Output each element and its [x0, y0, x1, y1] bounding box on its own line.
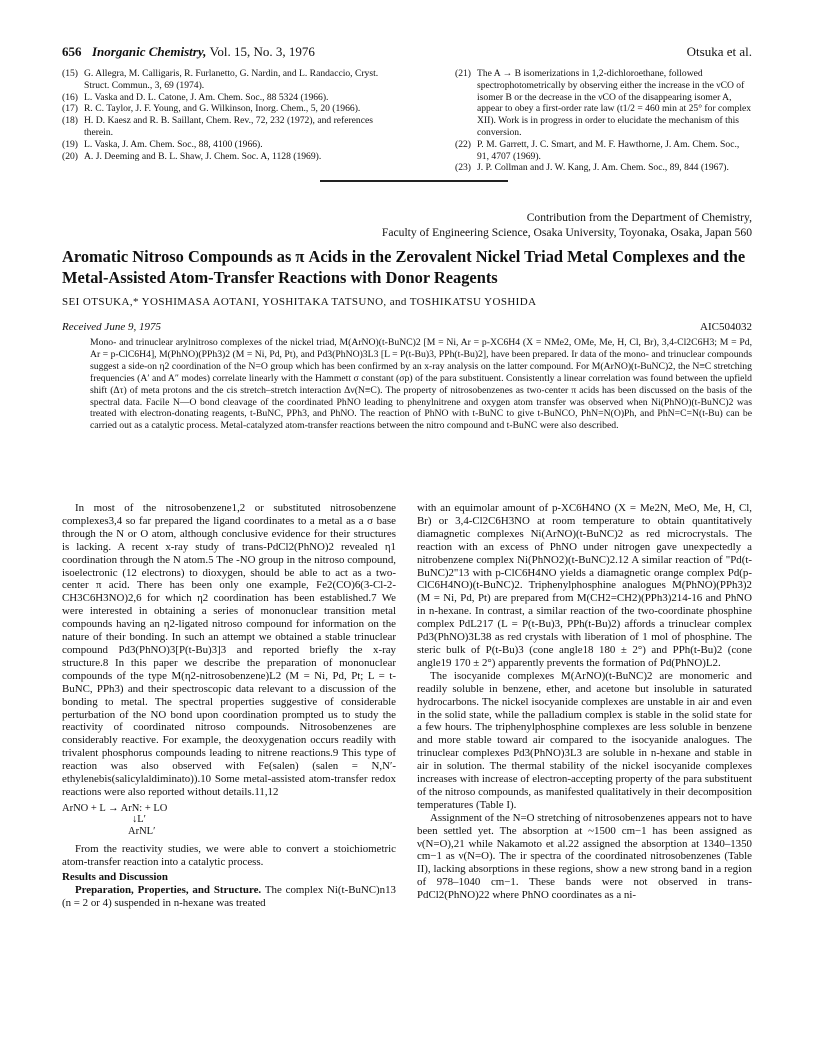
contribution-line: Contribution from the Department of Chemistry, — [526, 211, 752, 224]
reference-number: (17) — [62, 103, 78, 115]
runin-heading: Preparation, Properties, and Structure. — [75, 884, 262, 897]
received-date: Received June 9, 1975 — [62, 321, 161, 333]
reference-item — [62, 151, 397, 163]
reference-text: J. P. Collman and J. W. Kang, J. Am. Chem. Soc., 89, 844 (1967). — [477, 162, 729, 174]
reference-number: (22) — [455, 138, 471, 150]
journal-name — [92, 44, 315, 60]
body-paragraph: From the reactivity studies, we were able to convert a stoichiometric atom-transfer reaction into a catalytic process. — [62, 843, 396, 869]
page-number: 656 — [62, 44, 82, 59]
reference-number: (21) — [455, 68, 471, 79]
reference-item — [62, 68, 397, 92]
reference-text: L. Vaska, J. Am. Chem. Soc., 88, 4100 (1966). — [84, 138, 263, 150]
reference-item — [455, 68, 753, 139]
reference-item — [455, 162, 753, 174]
reference-item — [62, 115, 397, 139]
reference-number: (20) — [62, 150, 78, 162]
reference-number: (18) — [62, 115, 78, 127]
body-left-column — [62, 502, 396, 910]
body-paragraph: The isocyanide complexes M(ArNO)(t-BuNC)2 are monomeric and readily soluble in benzene, ether, and acetone but insoluble in saturated hydrocarbons. The nickel isocyanide complexes are unstable in air and even in the solid state, while the palladium complex is stable in the solid state for a few hours. The triphenylphosphine complexes are less soluble in benzene and more stable toward air compared to the isocyanide analogues. The trinuclear complexes Pd3(PhNO)3L3 are soluble in n-hexane and stable in air in solution. The thermal stability of the nickel isocyanide complexes increases with increase of electron-accepting property of the para substituent of the nitroso compounds, as manifested qualitatively in their decomposition temperatures (Table I). — [417, 669, 752, 811]
body-paragraph: In most of the nitrosobenzene1,2 or substituted nitrosobenzene complexes3,4 so far prepared the ligand coordinates to a metal as a σ base through the N or O atom, although conclusive evidence for their structures is lacking. A recent x-ray study of trans-PdCl2(PhNO)2 revealed η1 coordination through the N atom.5 The -NO group in the nitroso compound, isoelectronic (12 electrons) to dioxygen, should be able to act as a two-center π acid. There has been only one example, Fe2(CO)6(3-Cl-2-CH3C6H3NO)2,6 for which η2 coordination has been established.7 We were interested in obtaining a series of mononuclear transition metal compounds having an η2-ligated nitroso compound for information on the nature of their bonding. In such an attempt we obtained a stable trinuclear compound Pd3(PhNO)3[P(t-Bu)3]3 and reported briefly the x-ray structure.8 In this paper we describe the preparation of mononuclear compounds of the type M(η2-nitrosobenzene)L2 (M = Ni, Pd, Pt; L = t-BuNC, PPh3) and their spectroscopic data relevant to a discussion of the bonding to metal. The spectral properties suggestive of considerable perturbation of the NO bond upon coordination prompted us to study the reactivity of coordinated nitroso compounds. Nitrosobenzenes are considerably reactive. For example, the deoxygenation occurs readily with trivalent phosphorus compounds leading to nitrene reactions.9 This type of reaction was also observed with Fe(salen) (salen = N,N′-ethylenebis(salicylaldiminato)).10 Some metal-assisted atom-transfer redox reactions were also reported without details.11,12 — [62, 502, 396, 798]
page-header — [62, 44, 752, 64]
reference-text: H. D. Kaesz and R. B. Saillant, Chem. Rev., 72, 232 (1972), and references therein. — [84, 115, 373, 138]
contribution-affiliation — [232, 211, 752, 240]
journal-title: Inorganic Chemistry, — [92, 44, 207, 59]
reference-text: R. C. Taylor, J. F. Young, and G. Wilkinson, Inorg. Chem., 5, 20 (1966). — [84, 103, 361, 115]
accession-code: AIC504032 — [700, 321, 752, 333]
scheme-line: ArNO + L → ArN: + LO — [62, 802, 168, 814]
article-authors: SEI OTSUKA,* YOSHIMASA AOTANI, YOSHITAKA TATSUNO, and TOSHIKATSU YOSHIDA — [62, 296, 537, 308]
journal-volume: Vol. 15, No. 3, 1976 — [209, 44, 315, 59]
reference-number: (19) — [62, 138, 78, 150]
reference-text: G. Allegra, M. Calligaris, R. Furlanetto, G. Nardin, and L. Randaccio, Cryst. Struct. Commun., 3, 69 (1974). — [84, 68, 379, 91]
section-heading: Results and Discussion — [62, 871, 168, 884]
reference-number: (16) — [62, 91, 78, 103]
reference-item — [62, 139, 397, 151]
body-paragraph: Assignment of the N=O stretching of nitrosobenzenes appears not to have been settled yet. The absorption at ~1500 cm−1 has been assigned as ν(N=O),21 while Nakamoto et al.22 assigned the absorption at 1340–1350 cm−1 as ν(N=O). The ir spectra of the coordinated nitrosobenzenes (Table II), lacking absorptions in these regions, show a new strong band in a region of 978–1040 cm−1. These bands were not observed in trans-PdCl2(PhNO)22 where PhNO coordinates as a ni- — [417, 811, 752, 902]
reference-item — [62, 103, 397, 115]
reference-item — [62, 92, 397, 104]
references-left-column — [62, 68, 397, 162]
running-authors: Otsuka et al. — [686, 44, 752, 59]
reference-number: (15) — [62, 68, 78, 79]
reference-text: P. M. Garrett, J. C. Smart, and M. F. Hawthorne, J. Am. Chem. Soc., 91, 4707 (1969). — [477, 138, 740, 162]
body-paragraph: with an equimolar amount of p-XC6H4NO (X = Me2N, MeO, Me, H, Cl, Br) or 3,4-Cl2C6H3NO at room temperature to obtain quantitatively diamagnetic complexes Ni(ArNO)(t-BuNC)2 as red microcrystals. The reaction with an excess of PhNO under nitrogen gave unexpectedly a nitrobenzene complex Ni(PhNO2)(t-BuNC)2.12 A similar reaction of "Pd(t-BuNC)2"13 with p-ClC6H4NO yields a diamagnetic orange complex Pd(p-ClC6H4NO)(t-BuNC)2. Triphenylphosphine analogues M(PhNO)(PPh3)2 (M = Ni, Pd, Pt) are prepared from M(CH2=CH2)(PPh3)214-16 and PhNO in n-hexane. In contrast, a similar reaction of the two-coordinate phosphine complex PdL217 (L = P(t-Bu)3, PPh(t-Bu)2) affords a trinuclear complex Pd3(PhNO)3L38 as red crystals with liberation of 1 mol of phosphine. The steric bulk of P(t-Bu)3 (cone angle18 180 ± 2°) and PPh(t-Bu)2 (cone angle19 170 ± 2°) apparently prevents the formation of Pd(PhNO)L2. — [417, 502, 752, 669]
affiliation-line: Faculty of Engineering Science, Osaka University, Toyonaka, Osaka, Japan 560 — [381, 225, 752, 239]
scheme-line: ArNL′ — [128, 825, 156, 837]
body-text: The complex Ni(t-BuNC)n13 (n = 2 or 4) suspended in n-hexane was treated — [62, 884, 396, 909]
body-right-column — [417, 502, 752, 902]
body-paragraph — [62, 884, 396, 910]
abstract: Mono- and trinuclear arylnitroso complexes of the nickel triad, M(ArNO)(t-BuNC)2 [M = Ni, Ar = p-XC6H4 (X = NMe2, OMe, Me, H, Cl, Br), 3,4-Cl2C6H3; M = Pd, Ar = p-ClC6H4], M(PhNO)(PPh3)2 (M = Ni, Pd, Pt), and Pd3(PhNO)3L3 [L = P(t-Bu)3, PPh(t-Bu)2], have been prepared. Ir data of the mono- and trinuclear compounds suggest a side-on η2 coordination of the N=O group which has been confirmed by an x-ray analysis on the latter compound. For M(ArNO)(t-BuNC)2, the N≡C stretching frequencies (A′ and A″ modes) correlate linearly with the Hammett σ constant (σp) of the para substituent. Consistently a linear correlation was found between the upfield shift (Δτ) of meta protons and the cis stretch–stretch interaction Δν(N≡C). The property of nitrosobenzenes as two-center π acids has been discussed on the basis of the spectral data. Facile N—O bond cleavage of the coordinated PhNO leading to phenylnitrene and oxygen atom transfer was observed when Ni(PhNO)(t-BuNC)2 was treated with electron-donating reagents, t-BuNC, PPh3, and PhNO. The reaction of PhNO with t-BuNC to give t-BuNCO, PhN=N(O)Ph, and PhN=C=N(t-Bu) can be carried out as a catalytic process. Metal-catalyzed atom-transfer reactions between the nitro compound and t-BuNC were also described. — [90, 337, 752, 432]
article-title: Aromatic Nitroso Compounds as π Acids in the Zerovalent Nickel Triad Metal Complexes and the Metal-Assisted Atom-Transfer Reactions with Donor Reagents — [62, 247, 746, 287]
section-divider — [320, 180, 508, 182]
scheme-line: ↓L′ — [132, 814, 146, 826]
reaction-scheme — [62, 803, 396, 838]
reference-item — [455, 139, 753, 163]
reference-number: (23) — [455, 162, 471, 174]
reference-text: The A → B isomerizations in 1,2-dichloroethane, followed spectrophotometrically by observing either the increase in the νCO of isomer B or the decrease in the νCO of the disappearing isomer A, appear to obey a first-order rate law (t1/2 = 460 min at 25° for complex XII). Work is in progress in order to elucidate the mechanism of this conversion. — [477, 68, 752, 138]
reference-text: A. J. Deeming and B. L. Shaw, J. Chem. Soc. A, 1128 (1969). — [84, 150, 322, 162]
reference-text: L. Vaska and D. L. Catone, J. Am. Chem. Soc., 88 5324 (1966). — [84, 91, 329, 103]
references-right-column — [455, 68, 753, 174]
